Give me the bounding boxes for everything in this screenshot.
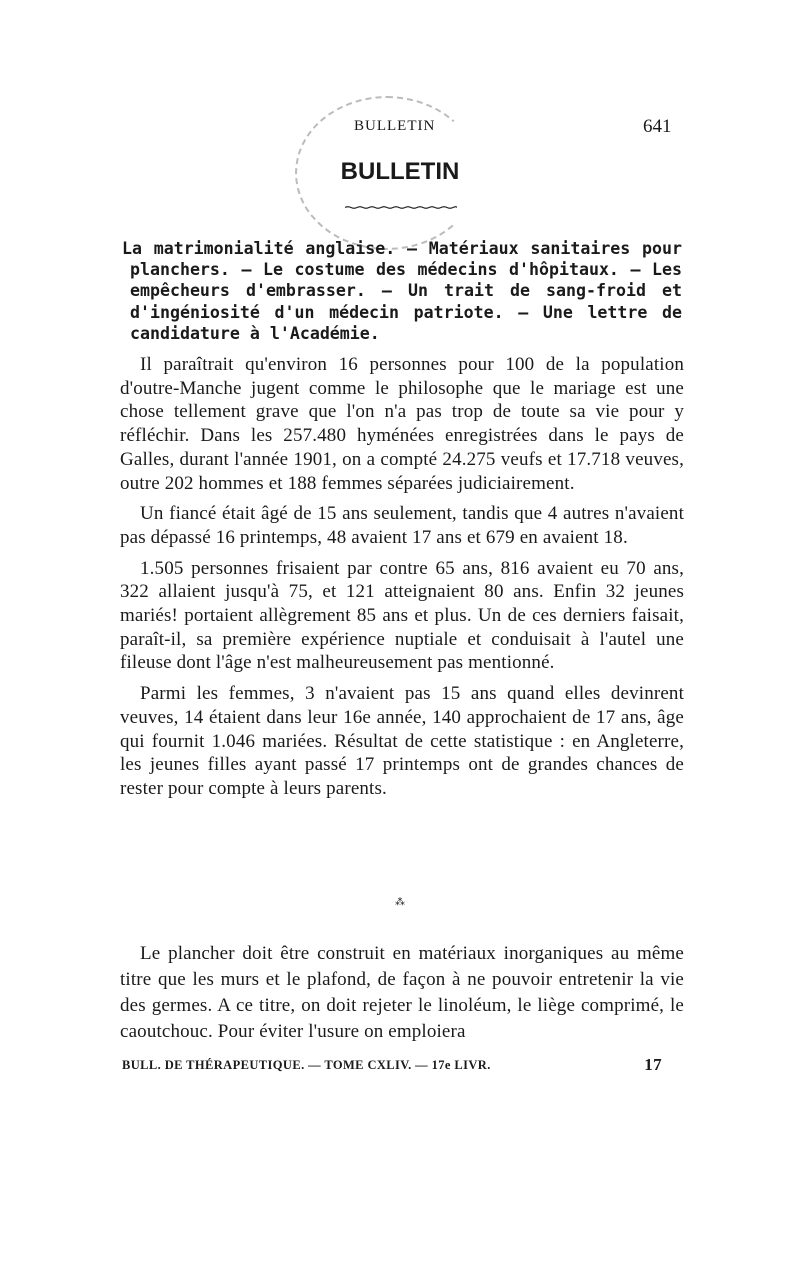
running-title: BULLETIN [354, 118, 436, 134]
footer-signature: 17 [644, 1055, 662, 1074]
summary-text: La matrimonialité anglaise. — Matériaux sanitaires pour planchers. — Le costume des médecins d'hôpitaux. — Les empêcheurs d'embrasser. — Un trait de sang-froid et d'ingéniosité d'un médecin patriote. — Une lettre de candidature à l'Académie. [122, 239, 682, 343]
article-body-continued [120, 941, 684, 1045]
page-number: 641 [643, 116, 672, 137]
paragraph-4: Parmi les femmes, 3 n'avaient pas 15 ans quand elles devinrent veuves, 14 étaient dans leur 16e année, 140 approchaient de 17 ans, âge qui fournit 1.046 mariées. Résultat de cette statistique : en Angleterre, les jeunes filles ayant passé 17 printemps ont de grandes chances de rester pour compte à leurs parents. [120, 683, 684, 799]
page-footer [122, 1055, 662, 1078]
asterism-divider: ⁂ [395, 897, 405, 908]
paragraph-3: 1.505 personnes frisaient par contre 65 ans, 816 avaient eu 70 ans, 322 allaient jusqu'à 75, et 121 atteignaient 80 ans. Enfin 32 jeunes mariés! portaient allègrement 85 ans et plus. Un de ces derniers faisait, paraît-il, sa première expérience nuptiale et conduisait à l'autel une fileuse dont l'âge n'est malheureusement pas mentionné. [120, 557, 684, 674]
running-head [0, 116, 800, 146]
wavy-title-rule [345, 206, 457, 209]
section-title: BULLETIN [340, 158, 460, 185]
article-summary [122, 238, 682, 344]
paragraph-1: Il paraîtrait qu'environ 16 personnes pour 100 de la population d'outre-Manche jugent comme le philosophe que le mariage est une chose tellement grave que l'on n'a pas trop de toute sa vie pour y réfléchir. Dans les 257.480 hyménées enregistrées dans le pays de Galles, durant l'année 1901, on a compté 24.275 veufs et 17.718 veuves, outre 202 hommes et 188 femmes séparées judiciairement. [120, 354, 684, 494]
footer-journal: BULL. DE THÉRAPEUTIQUE. — TOME CXLIV. — 17e LIVR. [122, 1058, 491, 1072]
paragraph-2: Un fiancé était âgé de 15 ans seulement, tandis que 4 autres n'avaient pas dépassé 16 printemps, 48 avaient 17 ans et 679 en avaient 18. [120, 503, 684, 548]
article-body [120, 353, 684, 808]
paragraph-5: Le plancher doit être construit en matériaux inorganiques au même titre que les murs et le plafond, de façon à ne pouvoir entretenir la vie des germes. A ce titre, on doit rejeter le linoléum, le liège comprimé, le caoutchouc. Pour éviter l'usure on emploiera [120, 943, 684, 1042]
